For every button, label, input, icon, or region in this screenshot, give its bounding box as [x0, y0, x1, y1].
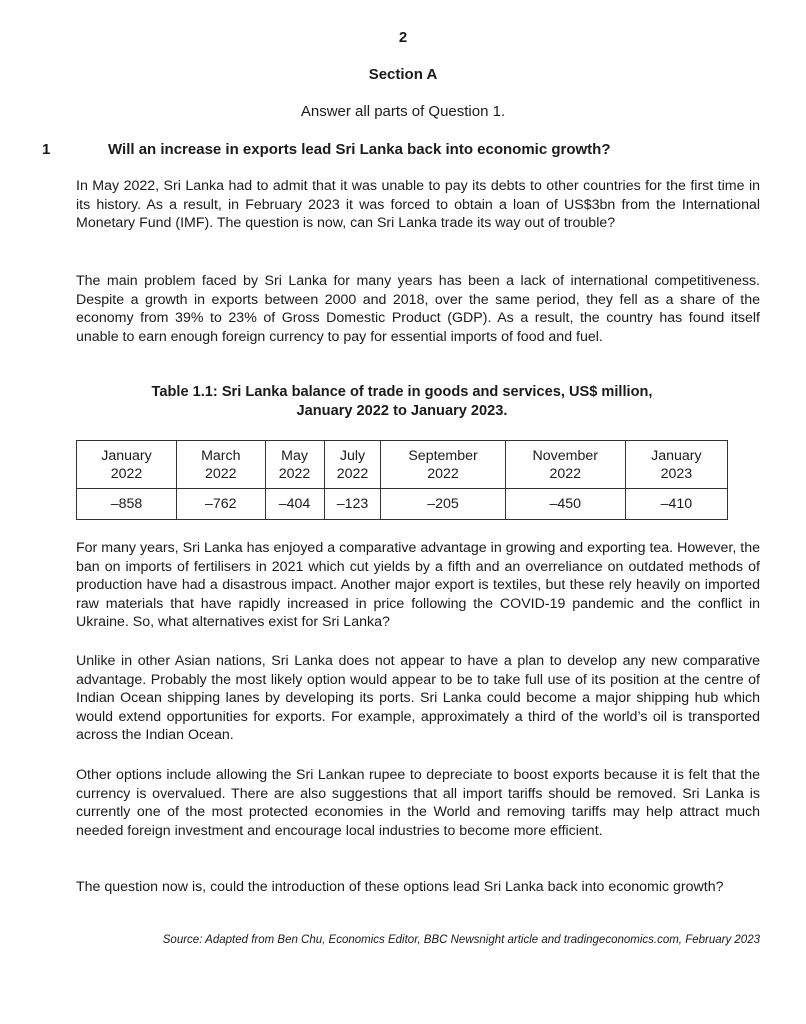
table-header-cell: September 2022: [381, 441, 505, 489]
paragraph-shipping: Unlike in other Asian nations, Sri Lanka does not appear to have a plan to develop any new comparative advantage. Probably the most likely option would appear to be to take full use of its position at the centre of Indian Ocean shipping lanes by developing its ports. Sri Lanka could become a major shipping hub which would extend opportunities for exports. For example, approximately a third of the world’s oil is transported across the Indian Ocean.: [76, 653, 760, 744]
question-number: 1: [42, 141, 51, 158]
source-citation: Source: Adapted from Ben Chu, Economics Editor, BBC Newsnight article and tradingeconomics.com, February 2023: [162, 934, 760, 946]
instruction-text: Answer all parts of Question 1.: [300, 103, 506, 120]
table-header-cell: May 2022: [265, 441, 324, 489]
question-title: Will an increase in exports lead Sri Lanka back into economic growth?: [108, 141, 611, 158]
table-value-row: [77, 489, 728, 520]
table-caption-line-2: January 2022 to January 2023.: [296, 403, 508, 419]
table-header-cell: January 2022: [77, 441, 177, 489]
table-value-cell: –123: [324, 489, 381, 520]
table-value-cell: –205: [381, 489, 505, 520]
paragraph-conclusion: The question now is, could the introduction of these options lead Sri Lanka back into economic growth?: [76, 879, 724, 895]
table-value-cell: –858: [77, 489, 177, 520]
table-header-row: [77, 441, 728, 489]
table-header-cell: July 2022: [324, 441, 381, 489]
table-value-cell: –762: [177, 489, 265, 520]
table-header-cell: January 2023: [625, 441, 727, 489]
paragraph-tea-textiles: For many years, Sri Lanka has enjoyed a comparative advantage in growing and exporting tea. However, the ban on imports of fertilisers in 2021 which cut yields by a fifth and an overreliance on outdated methods of production have had a disastrous impact. Another major export is textiles, but these rely heavily on imported raw materials that have rapidly increased in price following the COVID-19 pandemic and the conflict in Ukraine. So, what alternatives exist for Sri Lanka?: [76, 540, 760, 631]
table-value-cell: –450: [505, 489, 625, 520]
paragraph-intro: In May 2022, Sri Lanka had to admit that it was unable to pay its debts to other countries for the first time in its history. As a result, in February 2023 it was forced to obtain a loan of US$3bn from the International Monetary Fund (IMF). The question is now, can Sri Lanka trade its way out of trouble?: [76, 178, 760, 232]
table-header-cell: November 2022: [505, 441, 625, 489]
section-title: Section A: [368, 66, 438, 83]
table-value-cell: –410: [625, 489, 727, 520]
trade-balance-table: [76, 440, 728, 520]
table-header-cell: March 2022: [177, 441, 265, 489]
paragraph-competitiveness: The main problem faced by Sri Lanka for many years has been a lack of international competitiveness. Despite a growth in exports between 2000 and 2018, over the same period, they fell as a share of the economy from 39% to 23% of Gross Domestic Product (GDP). As a result, the country has found itself unable to earn enough foreign currency to pay for essential imports of food and fuel.: [76, 273, 760, 345]
table-value-cell: –404: [265, 489, 324, 520]
table-caption-line-1: Table 1.1: Sri Lanka balance of trade in goods and services, US$ million,: [151, 384, 653, 400]
page-number: 2: [398, 29, 408, 46]
paragraph-options: Other options include allowing the Sri Lankan rupee to depreciate to boost exports because it is felt that the currency is overvalued. There are also suggestions that all import tariffs should be removed. Sri Lanka is currently one of the most protected economies in the World and removing tariffs may help attract much needed foreign investment and encourage local industries to become more efficient.: [76, 767, 760, 839]
table-caption: [76, 383, 728, 421]
